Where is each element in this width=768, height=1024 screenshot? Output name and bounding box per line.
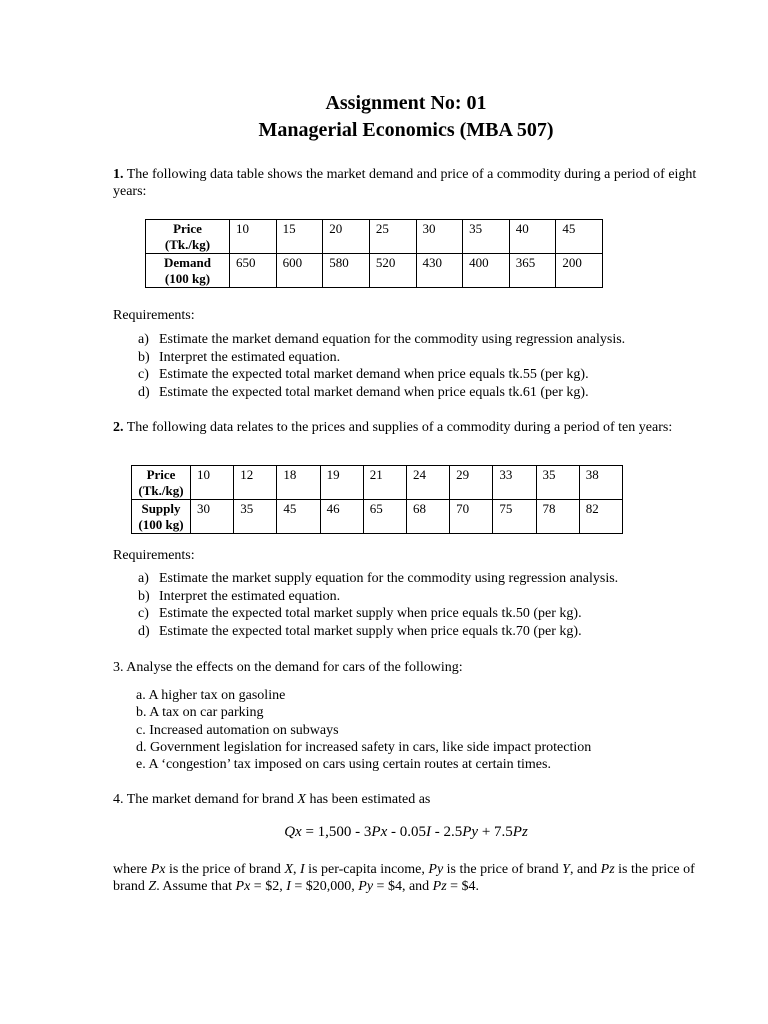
table-cell: 10 — [191, 466, 234, 500]
table-cell: 12 — [234, 466, 277, 500]
list-item: d) Estimate the expected total market demand when price equals tk.61 (per kg). — [138, 384, 589, 400]
list-item: a) Estimate the market supply equation for the commodity using regression analysis. — [138, 571, 619, 586]
q2-price-header: Price (Tk./kg) — [132, 466, 191, 500]
table-cell: 18 — [277, 466, 320, 500]
table-cell: 45 — [556, 220, 603, 254]
table-cell: 20 — [323, 220, 370, 254]
table-cell: 82 — [579, 500, 622, 534]
table-cell: 365 — [509, 254, 556, 288]
q3-text: 3. Analyse the effects on the demand for cars of the following: — [113, 660, 463, 675]
table-cell: 38 — [579, 466, 622, 500]
list-item: e. A ‘congestion’ tax imposed on cars using certain routes at certain times. — [136, 757, 551, 773]
table-cell: 580 — [323, 254, 370, 288]
q2-requirements-label: Requirements: — [113, 548, 195, 563]
q1-text — [113, 166, 698, 200]
table-cell: 35 — [234, 500, 277, 534]
table-cell: 15 — [276, 220, 323, 254]
q1-body: The following data table shows the market demand and price of a commodity during a period of eight years: — [113, 167, 697, 199]
list-item: b. A tax on car parking — [136, 705, 264, 721]
list-item: b) Interpret the estimated equation. — [138, 588, 341, 604]
demand-equation: Qx = 1,500 - 3Px - 0.05I - 2.5Py + 7.5Pz — [284, 824, 528, 840]
table-cell: 19 — [320, 466, 363, 500]
q1-price-header: Price (Tk./kg) — [146, 220, 230, 254]
q1-number: 1. — [113, 167, 124, 182]
q4-where-text: where Px is the price of brand X, I is per-capita income, Py is the price of brand Y, and Pz is the price of brand Z. Assume that Px = $2, I = $20,000, Py = $4, and Pz = $4. — [113, 862, 695, 894]
table-cell: 35 — [536, 466, 579, 500]
table-cell: 520 — [369, 254, 416, 288]
table-cell: 400 — [463, 254, 510, 288]
q1-requirements-list — [138, 331, 625, 401]
list-item: c) Estimate the expected total market supply when price equals tk.50 (per kg). — [138, 606, 582, 621]
q2-text — [113, 419, 698, 436]
table-cell: 70 — [450, 500, 493, 534]
table-cell: 29 — [450, 466, 493, 500]
table-cell: 30 — [416, 220, 463, 254]
q4-intro: 4. The market demand for brand X has been estimated as — [113, 792, 431, 807]
table-cell: 75 — [493, 500, 536, 534]
q2-number: 2. — [113, 420, 124, 435]
table-cell: 65 — [363, 500, 406, 534]
q1-data-table — [145, 219, 603, 288]
table-cell: 24 — [406, 466, 449, 500]
table-cell: 40 — [509, 220, 556, 254]
table-cell: 200 — [556, 254, 603, 288]
list-item: a) Estimate the market demand equation for the commodity using regression analysis. — [138, 332, 626, 347]
table-cell: 600 — [276, 254, 323, 288]
table-cell: 35 — [463, 220, 510, 254]
table-cell: 33 — [493, 466, 536, 500]
table-cell: 45 — [277, 500, 320, 534]
list-item: a. A higher tax on gasoline — [136, 688, 286, 703]
page-title: Assignment No: 01 — [325, 92, 487, 114]
table-cell: 650 — [230, 254, 277, 288]
list-item: d. Government legislation for increased safety in cars, like side impact protection — [136, 739, 592, 755]
page-subtitle: Managerial Economics (MBA 507) — [258, 119, 554, 141]
q2-body: The following data relates to the prices and supplies of a commodity during a period of ten years: — [126, 420, 673, 435]
q3-items-list — [136, 687, 591, 773]
table-cell: 68 — [406, 500, 449, 534]
table-cell: 430 — [416, 254, 463, 288]
table-cell: 78 — [536, 500, 579, 534]
q2-supply-header: Supply (100 kg) — [132, 500, 191, 534]
list-item: b) Interpret the estimated equation. — [138, 349, 341, 365]
q2-requirements-list — [138, 570, 618, 640]
q2-data-table — [131, 465, 623, 534]
q1-demand-header: Demand (100 kg) — [146, 254, 230, 288]
table-cell: 46 — [320, 500, 363, 534]
list-item: c) Estimate the expected total market demand when price equals tk.55 (per kg). — [138, 367, 589, 382]
table-cell: 10 — [230, 220, 277, 254]
table-cell: 21 — [363, 466, 406, 500]
list-item: d) Estimate the expected total market supply when price equals tk.70 (per kg). — [138, 623, 582, 639]
list-item: c. Increased automation on subways — [136, 722, 339, 738]
table-cell: 25 — [369, 220, 416, 254]
q1-requirements-label: Requirements: — [113, 308, 195, 323]
table-cell: 30 — [191, 500, 234, 534]
